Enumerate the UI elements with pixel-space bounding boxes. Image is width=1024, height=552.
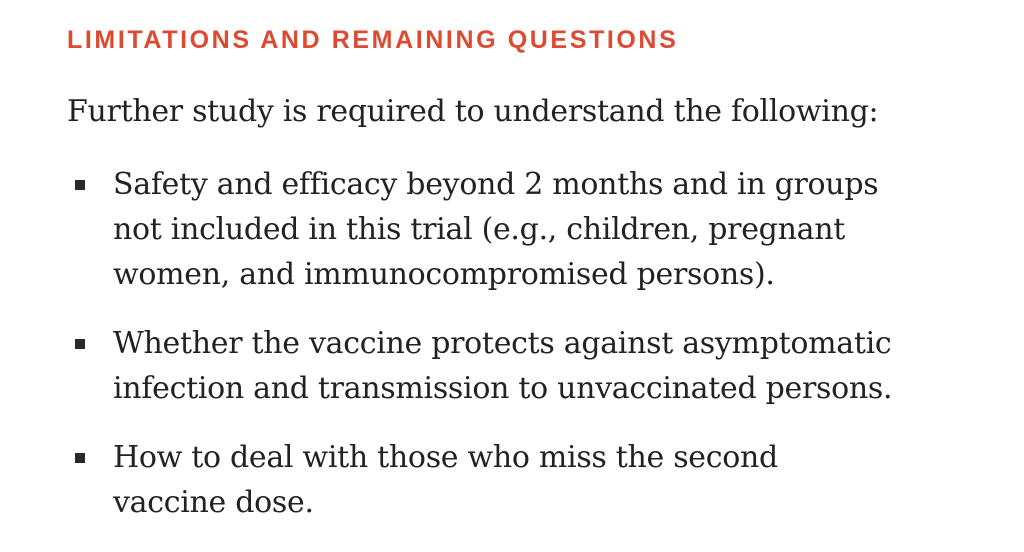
section-heading: LIMITATIONS AND REMAINING QUESTIONS	[67, 26, 679, 54]
intro-text: Further study is required to understand the following:	[67, 94, 879, 129]
list-item-line: women, and immunocompromised persons).	[113, 257, 775, 292]
square-bullet-icon	[75, 453, 85, 463]
list-item-line: not included in this trial (e.g., children, pregnant	[113, 212, 845, 247]
list-item-line: Safety and efficacy beyond 2 months and in groups	[113, 167, 879, 202]
square-bullet-icon	[75, 339, 85, 349]
square-bullet-icon	[75, 180, 85, 190]
list-item-line: infection and transmission to unvaccinated persons.	[113, 371, 893, 406]
list-item-line: Whether the vaccine protects against asymptomatic	[113, 326, 892, 361]
list-item-line: How to deal with those who miss the second	[113, 440, 778, 475]
list-item-line: vaccine dose.	[113, 485, 314, 520]
